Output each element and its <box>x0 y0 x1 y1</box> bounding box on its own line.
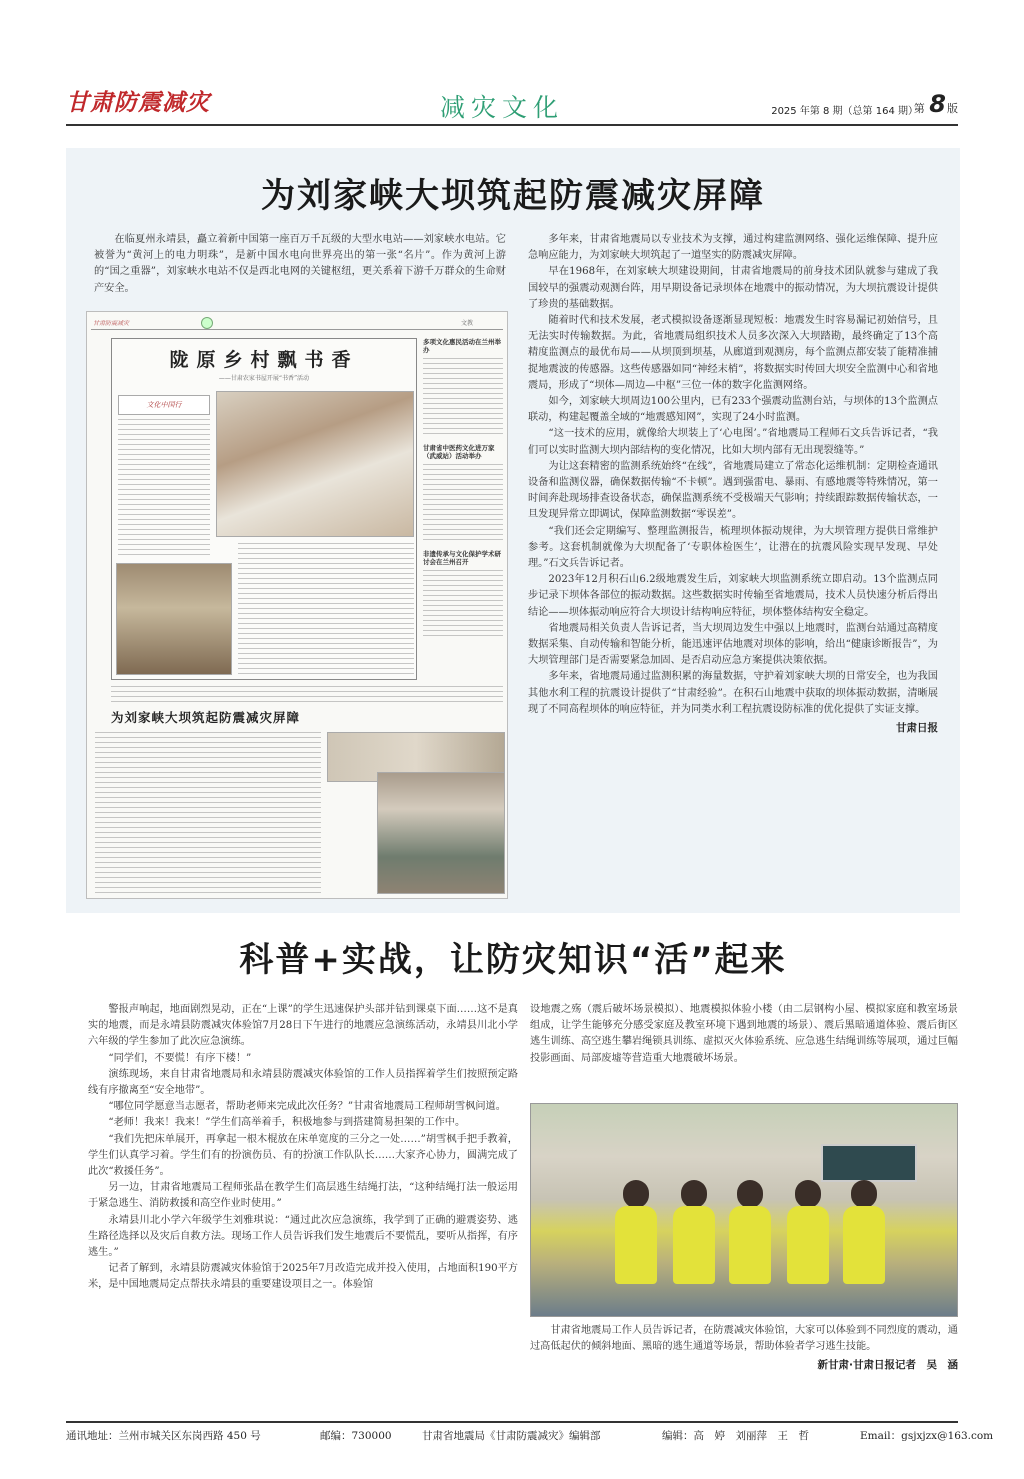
student-head <box>623 1180 649 1208</box>
inset-logo: 甘肃防震减灾 <box>93 320 130 327</box>
student-head <box>851 1180 877 1208</box>
inset-side-headline: 非遗传承与文化保护学术研讨会在兰州召开 <box>423 550 501 566</box>
body-paragraph: “老师！我来！我来！”学生们高举着手，积极地参与到搭建简易担架的工作中。 <box>108 1117 466 1129</box>
inset-text-block <box>95 732 321 894</box>
footer-postcode: 邮编：730000 <box>320 1430 392 1442</box>
reading-children-photo <box>216 391 414 537</box>
newspaper-page-image <box>86 311 508 899</box>
student-vest <box>729 1206 771 1284</box>
masthead <box>66 84 958 124</box>
inset-page-circle <box>201 317 213 329</box>
page-number <box>914 90 958 118</box>
article-1-headline: 为刘家峡大坝筑起防震减灾屏障 <box>261 176 765 216</box>
inset-text-block <box>238 543 414 675</box>
inset-text-block <box>111 686 503 702</box>
projection-screen <box>821 1144 917 1182</box>
library-photo <box>116 563 232 675</box>
body-paragraph: “我们先把床单展开，再拿起一根木棍放在床单宽度的三分之一处……”胡雪枫手把手教着，学生们认真学习着。学生们有的扮演伤员、有的扮演工作队队长……大家齐心协力，圆满完成了此次“救援任务”。 <box>88 1133 518 1178</box>
body-paragraph: “哪位同学愿意当志愿者，帮助老师来完成此次任务？”甘肃省地震局工程师胡雪枫问道。 <box>108 1101 506 1113</box>
footer-editors: 编辑：高 婷 刘丽萍 王 哲 <box>662 1430 809 1442</box>
stadium-photo <box>377 772 505 894</box>
body-paragraph: “我们还会定期编写、整理监测报告，梳理坝体振动规律，为大坝管理方提供日常维护参考。这套机制就像为大坝配备了‘专职体检医生’，让潜在的抗震风险实现早发现、早处理。”石文兵告诉记者。 <box>528 525 938 570</box>
body-paragraph: 如今，刘家峡大坝周边100公里内，已有233个强震动监测台站，与坝体的13个监测点联动，构建起覆盖全域的“地震感知网”，实现了24小时监测。 <box>528 396 938 424</box>
footer-rule <box>66 1421 958 1423</box>
body-paragraph: 早在1968年，在刘家峡大坝建设期间，甘肃省地震局的前身技术团队就参与建成了我国较早的强震动观测台阵，用早期设备记录坝体在地震中的振动情况，为大坝抗震设计提供了珍贵的基础数据。 <box>528 266 938 310</box>
inset-dam-headline: 为刘家峡大坝筑起防震减灾屏障 <box>111 710 301 725</box>
footer-email: Email：gsjxjzx@163.com <box>860 1430 994 1442</box>
article-2-credit: 新甘肃·甘肃日报记者 吴 涵 <box>817 1359 958 1372</box>
article-1-body <box>528 232 938 735</box>
inset-text-block <box>423 570 503 640</box>
body-paragraph: 省地震局相关负责人告诉记者，当大坝周边发生中强以上地震时，监测台站通过高精度数据采集、自动传输和智能分析，能迅速评估地震对坝体的影响，给出“健康诊断报告”，为大坝管理部门是否需要紧急加固、是否启动应急方案提供决策依据。 <box>528 622 938 667</box>
masthead-rule <box>66 124 958 126</box>
issue-info: 2025 年第 8 期（总第 164 期） <box>771 106 918 117</box>
body-paragraph: “这一技术的应用，就像给大坝装上了‘心电图’。”省地震局工程师石文兵告诉记者，“我们可以实时监测大坝内部结构的变化情况，比如大坝内部有无出现裂缝等。” <box>528 428 938 456</box>
photo-caption <box>530 1323 958 1372</box>
earthquake-drill-photo <box>530 1103 958 1317</box>
body-paragraph: 另一边，甘肃省地震局工程师张晶在教学生们高层逃生结绳打法，“这种结绳打法一般运用于紧急逃生、消防救援和高空作业时使用。” <box>88 1182 518 1210</box>
inset-badge: 文化中国行 <box>118 395 210 415</box>
article-dam-panel <box>66 148 960 913</box>
inset-text-block <box>423 358 503 438</box>
inset-page-label: 文教 <box>460 320 473 327</box>
inset-text-block <box>118 419 210 559</box>
body-paragraph: 2023年12月积石山6.2级地震发生后，刘家峡大坝监测系统立即启动。13个监测点同步记录下坝体各部位的振动数据。这些数据实时传输至省地震局，技术人员快速分析后得出结论——坝体振动响应符合大坝设计结构响应特征，坝体整体结构安全稳定。 <box>528 574 938 618</box>
article-1-credit: 甘肃日报 <box>896 722 938 735</box>
student-head <box>681 1180 707 1208</box>
student-vest <box>787 1206 829 1284</box>
body-paragraph: 多年来，省地震局通过监测积累的海量数据，守护着刘家峡大坝的日常安全，也为我国其他水利工程的抗震设计提供了“甘肃经验”。在积石山地震中获取的坝体振动数据，清晰展现了不同高程坝体的响应特征，并为同类水利工程抗震设防标准的优化提供了实证支撑。 <box>528 671 938 715</box>
page-number-value: 8 <box>929 90 946 118</box>
inset-side-headline: 多项文化惠民活动在兰州举办 <box>423 338 501 354</box>
caption-text: 甘肃省地震局工作人员告诉记者，在防震减灾体验馆，大家可以体验到不同烈度的震动，通过高低起伏的倾斜地面、黑暗的逃生通道等场景，帮助体验者学习逃生技能。 <box>530 1325 958 1353</box>
footer <box>66 1428 994 1444</box>
student-head <box>737 1180 763 1208</box>
article-1-intro <box>94 232 506 297</box>
body-paragraph: “同学们，不要慌！有序下楼！” <box>108 1052 252 1064</box>
section-title: 减灾文化 <box>440 93 565 122</box>
body-paragraph: 永靖县川北小学六年级学生刘雅琪说：“通过此次应急演练，我学到了正确的避震姿势、逃生路径选择以及灾后自救方法。现场工作人员告诉我们发生地震后不要慌乱，要听从指挥，有序逃生。” <box>88 1214 518 1259</box>
body-paragraph: 随着时代和技术发展，老式模拟设备逐渐显现短板：地震发生时容易漏记初始信号，且无法实时传输数据。为此，省地震局组织技术人员多次深入大坝踏勘，最终确定了13个高精度监测点的最优布局——从坝顶到坝基，从廊道到观测房，每个监测点都安装了能精准捕捉地震波的传感器。这些传感器如同“神经末梢”，将数据实时传回大坝安全监测中心和省地震局，形成了“坝体—周边—中枢”三位一体的数字化监测网络。 <box>528 315 938 391</box>
page-suffix: 版 <box>947 102 958 115</box>
body-paragraph: 演练现场，来自甘肃省地震局和永靖县防震减灾体验馆的工作人员指挥着学生们按照预定路线有序撤离至“安全地带”。 <box>88 1068 518 1097</box>
article-2-body <box>88 1002 518 1294</box>
body-paragraph: 为让这套精密的监测系统始终“在线”，省地震局建立了常态化运维机制：定期检查通讯设备和监测仪器，确保数据传输“不卡顿”。遇到强雷电、暴雨、有感地震等特殊情况，第一时间奔赴现场排查设备状态，确保监测系统不受极端天气影响；持续跟踪数据传输状态，一旦发现异常立即调试，保障监测数据“零误差”。 <box>528 460 938 521</box>
inset-masthead <box>91 316 503 330</box>
inset-text-block <box>423 464 503 544</box>
footer-address: 通讯地址：兰州市城关区东岗西路 450 号 <box>66 1430 261 1442</box>
student-vest <box>673 1206 715 1284</box>
inset-lead-story <box>111 338 417 680</box>
body-paragraph: 设地震之殇（震后破坏场景模拟）、地震模拟体验小楼（由二层钢构小屋、模拟家庭和教室场景组成，让学生能够充分感受家庭及教室环境下遇到地震的场景）、震后黑暗通道体验、震后街区逃生训练、高空逃生攀岩绳锁具训练、虚拟灭火体验系统、应急逃生结绳训练等展项，通过巨幅投影画面、局部废墟等营造重大地震破坏场景。 <box>530 1004 958 1064</box>
inset-side-headline: 甘肃省中医药文化进万家（武威站）活动举办 <box>423 444 495 460</box>
inset-subtitle: ——甘肃农家书屋开展“书香”活动 <box>218 375 310 382</box>
body-paragraph: 记者了解到，永靖县防震减灾体验馆于2025年7月改造完成并投入使用，占地面积190平方米，是中国地震局定点帮扶永靖县的重要建设项目之一。体验馆 <box>88 1263 518 1291</box>
student-head <box>795 1180 821 1208</box>
intro-paragraph: 在临夏州永靖县，矗立着新中国第一座百万千瓦级的大型水电站——刘家峡水电站。它被誉为“黄河上的电力明珠”，是新中国水电向世界亮出的第一张“名片”。作为黄河上游的“国之重器”，刘家峡水电站不仅是西北电网的关键枢纽，更关系着下游千万群众的生命财产安全。 <box>94 234 506 294</box>
student-vest <box>615 1206 657 1284</box>
student-vest <box>843 1206 885 1284</box>
body-paragraph: 多年来，甘肃省地震局以专业技术为支撑，通过构建监测网络、强化运维保障、提升应急响应能力，为刘家峡大坝筑起了一道坚实的防震减灾屏障。 <box>528 234 938 262</box>
article-2-headline: 科普+实战，让防灾知识“活”起来 <box>239 940 787 980</box>
body-paragraph: 警报声响起，地面剧烈晃动，正在“上课”的学生迅速保护头部并钻到课桌下面……这不是真实的地震，而是永靖县防震减灾体验馆7月28日下午进行的地震应急演练活动，永靖县川北小学六年级的学生参加了此次应急演练。 <box>88 1004 518 1048</box>
page-prefix: 第 <box>913 102 925 115</box>
article-2-continued <box>530 1002 958 1067</box>
inset-side-column <box>423 338 503 680</box>
inset-title: 陇原乡村飘书香 <box>169 349 359 371</box>
newspaper-logo: 甘肃防震减灾 <box>66 89 210 116</box>
footer-publisher: 甘肃省地震局《甘肃防震减灾》编辑部 <box>422 1430 601 1442</box>
